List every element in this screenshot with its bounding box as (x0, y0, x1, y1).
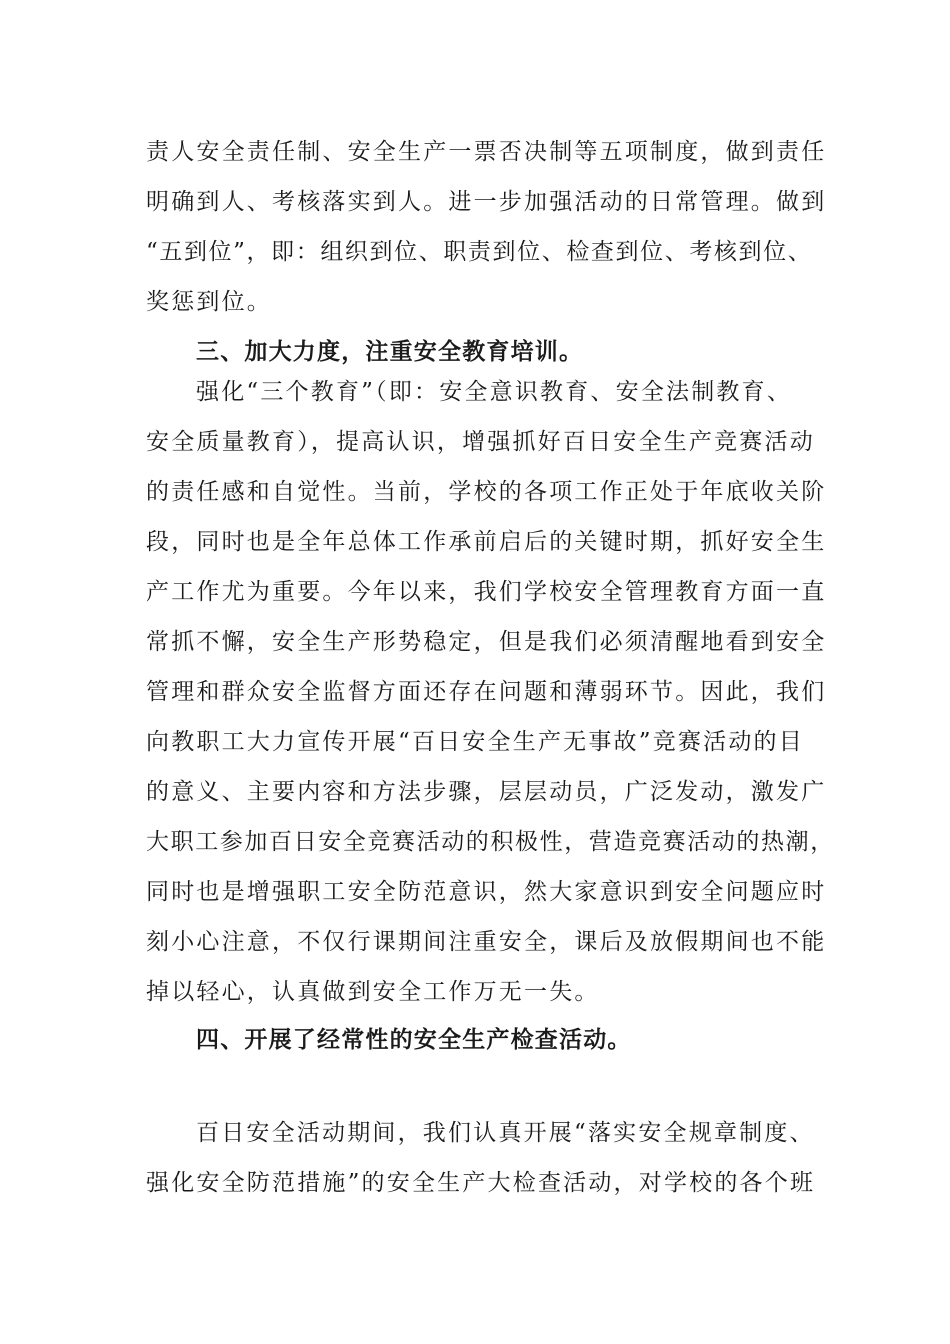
paragraph-3-line-1: 百日安全活动期间，我们认真开展“落实安全规章制度、 (196, 1120, 815, 1146)
paragraph-2-line-10: 大职工参加百日安全竞赛活动的积极性，营造竞赛活动的热潮， (146, 829, 835, 855)
paragraph-1-line-4: 奖惩到位。 (146, 289, 272, 315)
paragraph-2-line-13: 掉以轻心，认真做到安全工作万无一失。 (146, 979, 600, 1005)
paragraph-1-line-2: 明确到人、考核落实到人。进一步加强活动的日常管理。做到 (146, 189, 827, 215)
paragraph-1-line-1: 责人安全责任制、安全生产一票否决制等五项制度，做到责任 (146, 139, 827, 165)
paragraph-1-line-3: “五到位”，即：组织到位、职责到位、检查到位、考核到位、 (146, 239, 813, 265)
paragraph-2-line-5: 产工作尤为重要。今年以来，我们学校安全管理教育方面一直 (146, 579, 827, 605)
paragraph-3-line-2: 强化安全防范措施”的安全生产大检查活动，对学校的各个班 (146, 1170, 816, 1196)
paragraph-2-line-6: 常抓不懈，安全生产形势稳定，但是我们必须清醒地看到安全 (146, 629, 827, 655)
section-heading-4: 四、开展了经常性的安全生产检查活动。 (196, 1026, 632, 1053)
section-heading-3: 三、加大力度，注重安全教育培训。 (196, 338, 584, 365)
paragraph-2-line-11: 同时也是增强职工安全防范意识，然大家意识到安全问题应时 (146, 879, 827, 905)
paragraph-2-line-8: 向教职工大力宣传开展“百日安全生产无事故”竞赛活动的目 (146, 729, 804, 755)
paragraph-2-line-1: 强化“三个教育”（即：安全意识教育、安全法制教育、 (196, 379, 793, 405)
paragraph-2-line-2: 安全质量教育），提高认识，增强抓好百日安全生产竞赛活动 (146, 429, 815, 455)
paragraph-2-line-4: 段，同时也是全年总体工作承前启后的关键时期，抓好安全生 (146, 529, 827, 555)
paragraph-2-line-3: 的责任感和自觉性。当前，学校的各项工作正处于年底收关阶 (146, 479, 827, 505)
paragraph-2-line-12: 刻小心注意，不仅行课期间注重安全，课后及放假期间也不能 (146, 929, 827, 955)
paragraph-2-line-9: 的意义、主要内容和方法步骤，层层动员，广泛发动，激发广 (146, 779, 827, 805)
paragraph-2-line-7: 管理和群众安全监督方面还存在问题和薄弱环节。因此，我们 (146, 679, 827, 705)
